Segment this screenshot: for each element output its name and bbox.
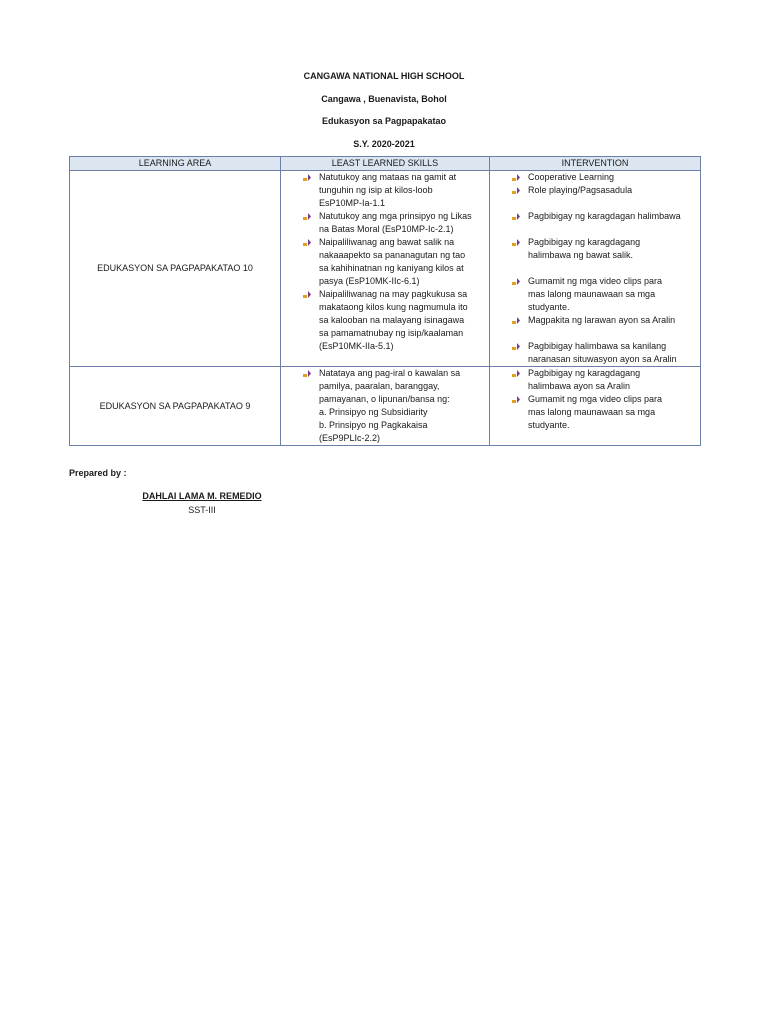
header-learning-area: LEARNING AREA (70, 157, 281, 171)
arrow-bullet-icon (303, 369, 311, 378)
list-item (490, 236, 694, 262)
intervention-text: Magpakita ng larawan ayon sa Aralin (528, 315, 676, 325)
arrow-bullet-icon (512, 212, 520, 221)
arrow-bullet-icon (512, 395, 520, 404)
subject-title: Edukasyon sa Pagpapakatao (321, 116, 447, 126)
skill-subitem-code: (EsP9PLIc-2.2) (319, 433, 381, 443)
arrow-bullet-icon (303, 212, 311, 221)
skill-text: Natutukoy ang mga prinsipyo ng Likas na Batas Moral (EsP10MP-Ic-2.1) (319, 211, 472, 234)
arrow-bullet-icon (303, 173, 311, 182)
intervention-text: Gumamit ng mga video clips para mas lalong maunawaan sa mga studyante. (528, 394, 663, 430)
learning-area-cell (70, 171, 281, 367)
skill-text: Naipaliliwanag na may pagkukusa sa makataong kilos kung nagmumula ito sa kalooban na malayang isinagawa sa pamamatnubay ng isip/kaalaman (EsP10MK-IIa-5.1) (319, 289, 468, 351)
list-item (281, 171, 483, 210)
list-item (490, 314, 694, 327)
intervention-text: Pagbibigay ng karagdagang halimbawa ng bawat salik. (528, 237, 641, 260)
arrow-bullet-icon (512, 342, 520, 351)
intervention-list (490, 171, 700, 366)
skill-text: Natataya ang pag-iral o kawalan sa pamilya, paaralan, baranggay, pamayanan, o lipunan/bansa ng: (319, 368, 461, 404)
arrow-bullet-icon (512, 316, 520, 325)
school-year: S.Y. 2020-2021 (353, 139, 415, 149)
intervention-cell (490, 367, 701, 446)
list-item (281, 236, 483, 288)
list-item (490, 367, 694, 393)
arrow-bullet-icon (512, 173, 520, 182)
learning-area-label: EDUKASYON SA PAGPAPAKATAO 10 (97, 263, 253, 273)
intervention-text: Pagbibigay halimbawa sa kanilang naranasan situwasyon ayon sa Aralin (528, 341, 677, 364)
list-item (281, 210, 483, 236)
intervention-text: Pagbibigay ng karagdagan halimbawa (528, 211, 681, 221)
skills-cell (281, 367, 490, 446)
intervention-list (490, 367, 700, 432)
skill-text: Naipaliliwanag ang bawat salik na nakaaapekto sa pananagutan ng tao sa kahihinatnan ng kaniyang kilos at pasya (EsP10MK-IIc-6.1) (319, 237, 466, 286)
prepared-by-label: Prepared by : (69, 468, 127, 478)
signatory-name: DAHLAI LAMA M. REMEDIO (142, 491, 262, 501)
arrow-bullet-icon (512, 277, 520, 286)
table-header-row (70, 157, 701, 171)
list-item (490, 275, 694, 314)
header-least-learned-skills: LEAST LEARNED SKILLS (281, 157, 490, 171)
learning-area-label: EDUKASYON SA PAGPAPAKATAO 9 (99, 400, 251, 411)
list-item (490, 393, 694, 432)
table-row (70, 367, 701, 446)
list-item (281, 367, 483, 406)
skill-subitem-a: a. Prinsipyo ng Subsidiarity (319, 407, 428, 417)
arrow-bullet-icon (512, 369, 520, 378)
intervention-text: Pagbibigay ng karagdagang halimbawa ayon sa Aralin (528, 368, 641, 391)
list-item (490, 340, 694, 366)
list-item (490, 171, 694, 184)
school-name: CANGAWA NATIONAL HIGH SCHOOL (303, 71, 465, 81)
skills-list (281, 367, 489, 406)
signatory-position: SST-III (188, 505, 216, 515)
list-item (490, 184, 694, 197)
arrow-bullet-icon (512, 238, 520, 247)
skills-list (281, 171, 489, 353)
table-row (70, 171, 701, 367)
least-learned-skills-table (69, 156, 701, 446)
skills-cell (281, 171, 490, 367)
arrow-bullet-icon (303, 290, 311, 299)
learning-area-cell (70, 367, 281, 446)
list-item (281, 288, 483, 353)
skill-text: Natutukoy ang mataas na gamit at tunguhin ng isip at kilos-loob EsP10MP-Ia-1.1 (319, 172, 457, 208)
intervention-text: Cooperative Learning (528, 172, 615, 182)
list-item (490, 210, 694, 223)
arrow-bullet-icon (512, 186, 520, 195)
arrow-bullet-icon (303, 238, 311, 247)
header-intervention: INTERVENTION (490, 157, 701, 171)
skill-subitem-b: b. Prinsipyo ng Pagkakaisa (319, 420, 428, 430)
intervention-text: Role playing/Pagsasadula (528, 185, 633, 195)
intervention-text: Gumamit ng mga video clips para mas lalong maunawaan sa mga studyante. (528, 276, 663, 312)
school-address: Cangawa , Buenavista, Bohol (321, 94, 447, 104)
intervention-cell (490, 171, 701, 367)
